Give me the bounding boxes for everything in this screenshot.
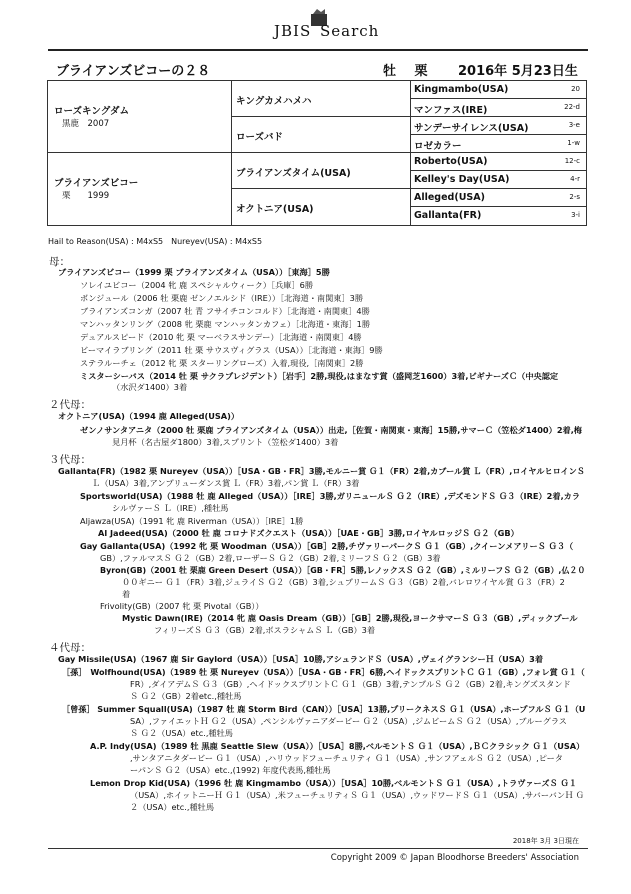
dam-info: 栗 1999 (62, 191, 110, 201)
g3-code: 20 (571, 85, 580, 93)
pedigree-sire (48, 81, 232, 153)
family-line-cont: SA）,ファイエットＨ Ｇ２（USA）,ペンシルヴァニアダービー Ｇ２（USA）,ジムビームＳ Ｇ２（USA）,ブルーグラス (130, 716, 567, 726)
family-line-cont: ーパンＳ Ｇ２（USA）etc.,(1992) 年度代表馬,種牡馬 (130, 765, 331, 775)
family-line: ［曾孫］ Summer Squall(USA)（1987 牡 鹿 Storm Bird（CAN））［USA］13勝,プリークネスＳ Ｇ１（USA）,ホープフルＳ Ｇ１（U (62, 704, 586, 714)
dam-name: ブライアンズビコー (54, 178, 139, 189)
family-line: Frivolity(GB)（2007 牝 栗 Pivotal（GB）） (100, 601, 264, 611)
pedigree-dam-dam: オクトニア(USA) (232, 189, 411, 225)
sex-color (383, 60, 428, 79)
pedigree-sire-sire: キングカメハメハ (232, 81, 411, 117)
family-line: A.P. Indy(USA)（1989 牡 黒鹿 Seattle Slew（USA））［USA］8勝,ベルモントＳ Ｇ１（USA）,ＢＣクラシック Ｇ１（USA） (90, 741, 585, 751)
family-line-cont: ,サンタアニタダービー Ｇ１（USA）,ハリウッドフューチュリティ Ｇ１（USA）,サンフアェルＳ Ｇ２（USA）,ピータ (130, 753, 563, 763)
family-line: オクトニア(USA)（1994 鹿 Alleged(USA)） (58, 411, 240, 421)
family-line-cont: （USA）,ホイットニーＨ Ｇ１（USA）,米フューチュリティＳ Ｇ１（USA）,ウッドワードＳ Ｇ１（USA）,サバーバンＨ Ｇ (130, 790, 584, 800)
footer-divider (48, 848, 588, 849)
family-line-cont: Ｌ（USA）3着,アンプリューダンス賞 Ｌ（FR）3着,パン賞 Ｌ（FR）3着 (92, 478, 360, 488)
as-of-date: 2018年 3月 3日現在 (512, 837, 579, 845)
family-line: ［孫］ Wolfhound(USA)（1989 牡 栗 Nureyev（USA））［USA・GB・FR］6勝,ヘイドックスプリントＣ Ｇ１（GB）,フォレ賞 Ｇ１（ (62, 667, 585, 677)
family-line: Gay Missile(USA)（1967 鹿 Sir Gaylord（USA））［USA］10勝,アシュランドＳ（USA）,ヴェイグランシーＨ（USA）3着 (58, 654, 544, 664)
family-line: ゼンノサンタアニタ（2000 牡 栗鹿 ブライアンズタイム（USA））出走,［佐賀・南関東・東海］15勝,サマーＣ（笠松ダ1400）2着,梅 (80, 425, 582, 435)
horse-sex: 牡 (383, 64, 397, 79)
g3-code: 2-s (569, 193, 580, 201)
g3-name: Alleged(USA) (414, 192, 485, 203)
pedigree-g3-row (411, 135, 586, 153)
pedigree-dam (48, 153, 232, 225)
family-line-cont: FR）,ダイアデムＳ Ｇ３（GB）,ヘイドックスプリントＣ Ｇ１（GB）3着,テンプルＳ Ｇ２（GB）2着,キングズスタンド (130, 679, 571, 689)
family-line-cont: ００ギニー Ｇ１（FR）3着,ジュライＳ Ｇ２（GB）3着,シュプリームＳ Ｇ３（GB）2着,バレロワイヤル賞 Ｇ３（FR）2 (122, 577, 565, 587)
family-line: Lemon Drop Kid(USA)（1996 牡 鹿 Kingmambo（USA））［USA］10勝,ベルモントＳ Ｇ１（USA）,トラヴァーズＳ Ｇ１ (90, 778, 577, 788)
family-line: Sportsworld(USA)（1988 牡 鹿 Alleged（USA））［IRE］3勝,ガリニュールＳ Ｇ２（IRE）,デズモンドＳ Ｇ３（IRE）2着,カラ (80, 491, 581, 501)
section-4th-dam: ４代母： (49, 642, 91, 654)
pedigree-g3-row (411, 171, 586, 189)
family-line-cont: シルヴァーＳ Ｌ（IRE）,種牡馬 (112, 503, 229, 513)
family-line: ブライアンズビコー（1999 栗 ブライアンズタイム（USA））［東海］5勝 (58, 267, 330, 277)
family-line: Byron(GB)（2001 牡 栗鹿 Green Desert（USA））［GB・FR］5勝,レノックスＳ Ｇ２（GB）,ミルリーフＳ Ｇ２（GB）,仏２０ (100, 565, 586, 575)
pedigree-g3-row (411, 189, 586, 207)
family-line: Gallanta(FR)（1982 栗 Nureyev（USA））［USA・GB・FR］3勝,モルニー賞 Ｇ１（FR）2着,カブール賞 Ｌ（FR）,ロイヤルヒロインＳ (58, 466, 585, 476)
pedigree-sire-dam: ローズバド (232, 117, 411, 153)
g3-code: 3-i (571, 211, 580, 219)
inbreeding-info: Hail to Reason(USA) : M4xS5 Nureyev(USA) : M4xS5 (48, 237, 263, 246)
copyright: Copyright 2009 © Japan Bloodhorse Breeders' Association (330, 853, 579, 863)
family-line-cont: ２（USA）etc.,種牡馬 (130, 802, 215, 812)
family-line: デュアルスピード（2010 牝 栗 マーベラスサンデー）［北海道・南関東］4勝 (80, 332, 362, 342)
pedigree-dam-sire: ブライアンズタイム(USA) (232, 153, 411, 189)
g3-name: Gallanta(FR) (414, 210, 482, 221)
family-line: Mystic Dawn(IRE)（2014 牝 鹿 Oasis Dream（GB））［GB］2勝,現役,ヨークサマーＳ Ｇ３（GB）,ディックプール (122, 613, 578, 623)
g3-name: Roberto(USA) (414, 156, 488, 167)
family-line: ステラルーチェ（2012 牝 栗 スターリングローズ）入着,現役,［南関東］2勝 (80, 358, 364, 368)
sire-info: 黒鹿 2007 (62, 119, 110, 129)
sire-name: ローズキングダム (54, 106, 130, 117)
family-line: Gay Gallanta(USA)（1992 牝 栗 Woodman（USA））［GB］2勝,チヴァリーパークＳ Ｇ１（GB）,クイーンメアリーＳ Ｇ３（ (80, 541, 574, 551)
family-line: ボンジュール（2006 牡 栗鹿 ゼンノエルシド（IRE））［北海道・南関東］3勝 (80, 293, 364, 303)
section-2nd-dam: ２代母： (49, 399, 91, 411)
logo-text-jbis: JBIS (274, 22, 312, 40)
family-line-cont: GB）,ファルマスＳ Ｇ２（GB）2着,ローザーＳ Ｇ２（GB）2着,ミリーフＳ Ｇ２（GB）3着 (100, 553, 441, 563)
section-dam: 母： (49, 256, 70, 268)
pedigree-g3-row (411, 81, 586, 99)
family-line-cont: フィリーズＳ Ｇ３（GB）2着,ボスラシャムＳ Ｌ（GB）3着 (154, 625, 376, 635)
family-line: ブライアンズコンガ（2007 牡 青 フサイチコンコルド）［北海道・南関東］4勝 (80, 306, 370, 316)
g3-code: 4-r (570, 175, 580, 183)
g3-name: ロゼカラー (414, 141, 462, 152)
jbis-search-logo (270, 8, 380, 42)
family-line: ミスターシーバス（2014 牡 栗 サクラプレジデント）［岩手］2勝,現役,はまなす賞（盛岡芝1600）3着,ビギナーズＣ（中央認定 (80, 371, 559, 381)
horse-color: 栗 (414, 64, 428, 79)
g3-code: 12-c (564, 157, 580, 165)
family-line-cont: （水沢ダ1400）3着 (112, 382, 188, 392)
g3-name: マンファス(IRE) (414, 105, 488, 116)
pedigree-g3-row (411, 99, 586, 117)
family-line-cont: Ｓ Ｇ２（USA）etc.,種牡馬 (130, 728, 233, 738)
g3-name: Kelley's Day(USA) (414, 174, 510, 185)
family-line: Al Jadeed(USA)（2000 牡 鹿 コロナドズクエスト（USA））［UAE・GB］3勝,ロイヤルロッジＳ Ｇ２（GB） (98, 528, 519, 538)
family-line: Aljawza(USA)（1991 牝 鹿 Riverman（USA））［IRE］1勝 (80, 516, 304, 526)
horse-title: ブライアンズビコーの２８ (56, 64, 211, 79)
g3-name: Kingmambo(USA) (414, 84, 509, 95)
logo-text-search: Search (320, 22, 380, 40)
family-line: ソレイユビコー（2004 牝 鹿 スペシャルウィーク）［兵庫］6勝 (80, 280, 314, 290)
family-line: ビーマイラブリング（2011 牡 栗 サウスヴィグラス（USA））［北海道・東海］9勝 (80, 345, 383, 355)
g3-code: 3-e (568, 121, 580, 129)
section-3rd-dam: ３代母： (49, 454, 91, 466)
g3-code: 1-w (567, 139, 580, 147)
pedigree-g3-row (411, 117, 586, 135)
family-line-cont: Ｓ Ｇ２（GB）2着etc.,種牡馬 (130, 691, 242, 701)
pedigree-g3-row (411, 153, 586, 171)
g3-code: 22-d (564, 103, 580, 111)
family-line-cont: 着 (122, 589, 131, 599)
header-divider (48, 49, 588, 51)
date-of-birth: 2016年 5月23日生 (458, 64, 578, 79)
g3-name: サンデーサイレンス(USA) (414, 123, 529, 134)
family-line: マンハッタンリング（2008 牝 栗鹿 マンハッタンカフェ）［北海道・東海］1勝 (80, 319, 371, 329)
pedigree-table (47, 80, 587, 226)
pedigree-g3-row (411, 207, 586, 225)
family-line-cont: 見月杯（名古屋ダ1800）3着,スプリント（笠松ダ1400）3着 (112, 437, 339, 447)
